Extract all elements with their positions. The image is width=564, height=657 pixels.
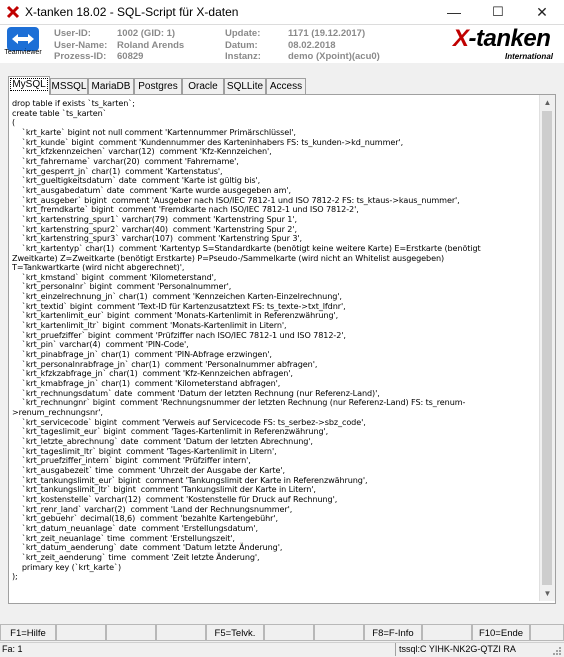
info-labels-left — [54, 28, 107, 63]
tab-mysql[interactable] — [8, 76, 50, 95]
f7-empty-button[interactable] — [314, 624, 364, 641]
logo-tanken: -tanken — [468, 25, 551, 52]
vertical-scrollbar[interactable] — [539, 95, 555, 601]
scroll-down-arrow-icon[interactable]: ▼ — [543, 589, 552, 598]
sql-script-panel — [8, 94, 556, 604]
user-name-label: User-Name: — [54, 39, 108, 51]
date-value: 08.02.2018 — [288, 39, 336, 51]
f9-empty-button[interactable] — [422, 624, 472, 641]
empty-button-strip — [0, 604, 564, 624]
close-button[interactable]: ✕ — [536, 4, 548, 20]
scroll-up-arrow-icon[interactable]: ▲ — [543, 98, 552, 107]
logo-subtitle: International — [504, 52, 553, 61]
teamviewer-label: Teamviewer — [4, 49, 42, 56]
f1-help-button[interactable]: F1=Hilfe — [0, 624, 56, 641]
title-bar — [0, 0, 564, 25]
tab-access[interactable]: Access — [266, 78, 306, 94]
tab-mysql-label: MySQL — [12, 79, 46, 90]
function-key-bar — [0, 624, 564, 642]
info-labels-right — [225, 28, 261, 63]
tab-postgres[interactable]: Postgres — [134, 78, 182, 94]
f11-empty-button[interactable] — [530, 624, 564, 641]
status-bar — [0, 642, 564, 657]
f5-telvk-button[interactable]: F5=Telvk. — [206, 624, 264, 641]
tab-mariadb[interactable]: MariaDB — [88, 78, 134, 94]
date-label: Datum: — [225, 39, 258, 51]
update-value: 1171 (19.12.2017) — [288, 28, 366, 39]
f2-empty-button[interactable] — [56, 624, 106, 641]
logo-x: X — [453, 25, 469, 52]
user-id-value: 1002 (GID: 1) — [117, 28, 176, 39]
update-label: Update: — [225, 28, 261, 39]
x-tanken-logo — [453, 27, 557, 63]
status-left: Fa: 1 — [2, 644, 23, 654]
f4-empty-button[interactable] — [156, 624, 206, 641]
process-id-value: 60829 — [117, 51, 144, 62]
user-id-label: User-ID: — [54, 28, 91, 39]
process-id-label: Prozess-ID: — [54, 51, 107, 62]
x-tanken-app-icon — [6, 5, 20, 19]
info-values-right — [288, 28, 380, 63]
minimize-button[interactable]: — — [447, 4, 461, 20]
sql-script-text[interactable]: drop table if exists `ts_karten`; create table `ts_karten` ( `krt_karte` bigint not null comment 'Kartennummer Primärschlüssel', `krt_kunde` bigint comment 'Kundennummer des Karteninhabers FS: ts_kunden->kd_nummer', `krt_kfzkennzeichen` varchar(12) comment 'Kfz-Kennzeichen', `krt_fahrername` varchar(20) comment 'Fahrername', `krt_gesperrt_jn` char(1) comment 'Kartenstatus', `krt_gueltigkeitsdatum` date comment 'Karte ist gültig bis', `krt_ausgabedatum` date comment 'Karte wurde ausgegeben am', `krt_ausgeber` bigint comment 'Ausgeber nach ISO/IEC 7812-1 und ISO 7812-2 FS: ts_ktaus->kaus_nummer', `krt_fremdkarte` bigint comment 'Fremdkarte nach ISO/IEC 7812-1 und ISO 7812-2', `krt_kartenstring_spur1` varchar(79) comment 'Kartenstring Spur 1', `krt_kartenstring_spur2` varchar(40) comment 'Kartenstring Spur 2', `krt_kartenstring_spur3` varchar(107) comment 'Kartenstring Spur 3', `krt_kartentyp` char(1) comment 'Kartentyp S=Standardkarte (benötigt keine weitere Karte) E=Erstkarte (benötigt Zweitkarte) Z=Zweitkarte (benötigt Erstkarte) P=Pseudo-/Sammelkarte (wird nicht an Whitelist ausgegeben) T=Tankwartkarte (wird nicht abgerechnet)', `krt_kmstand` bigint comment 'Kilometerstand', `krt_personalnr` bigint comment 'Personalnummer', `krt_einzelrechnung_jn` char(1) comment 'Kennzeichen Karten-Einzelrechnung', `krt_textid` bigint comment 'Text-ID für Kartenzusatztext FS: ts_texte->txt_lfdnr', `krt_kartenlimit_eur` bigint comment 'Monats-Kartenlimit in Referenzwährung', `krt_kartenlimit_ltr` bigint comment 'Monats-Kartenlimit in Litern', `krt_pruefziffer` bigint comment 'Prüfziffer nach ISO/IEC 7812-1 und ISO 7812-2', `krt_pin` varchar(4) comment 'PIN-Code', `krt_pinabfrage_jn` char(1) comment 'PIN-Abfrage erzwingen', `krt_personalnrabfrage_jn` char(1) comment 'Personalnummer abfragen', `krt_kfzkzabfrage_jn` char(1) comment 'Kfz-Kennzeichen abfragen', `krt_kmabfrage_jn` char(1) comment 'Kilometerstand abfragen', `krt_rechnungsdatum` date comment 'Datum der letzten Rechnung (nur Referenz-Land)', `krt_rechnungnr` bigint comment 'Rechnungsnummer der letzten Rechnung (nur Referenz-Land) FS: ts_renum- >renum_rechnungsnr', `krt_servicecode` bigint comment 'Verweis auf Servicecode FS: ts_serbez->sbz_code', `krt_tageslimit_eur` bigint comment 'Tages-Kartenlimit in Referenzwährung', `krt_letzte_abrechnung` date comment 'Datum der letzten Abrechnung', `krt_tageslimit_ltr` bigint comment 'Tages-Kartenlimit in Litern', `krt_pruefziffer_intern` bigint comment 'Prüfziffer intern', `krt_ausgabezeit` time comment 'Uhrzeit der Ausgabe der Karte', `krt_tankungslimit_eur` bigint comment 'Tankungslimit der Karte in Referenzwährung', `krt_tankungslimit_ltr` bigint comment 'Tankungslimit der Karte in Litern', `krt_kostenstelle` varchar(12) comment 'Kostenstelle für Druck auf Rechnung', `krt_renr_land` varchar(2) comment 'Land der Rechnungsnummer', `krt_gebuehr` decimal(18,6) comment 'bezahlte Kartengebühr', `krt_datum_neuanlage` date comment 'Erstellungsdatum', `krt_zeit_neuanlage` time comment 'Erstellungszeit', `krt_datum_aenderung` date comment 'Datum letzte Änderung', `krt_zeit_aenderung` time comment 'Zeit letzte Änderung', primary key (`krt_karte`) ); — [12, 99, 481, 582]
resize-grip-icon[interactable] — [552, 646, 562, 656]
scrollbar-thumb[interactable] — [542, 111, 552, 585]
maximize-button[interactable]: ☐ — [492, 4, 504, 19]
instance-value: demo (Xpoint)(acu0) — [288, 51, 380, 62]
info-values-left — [117, 28, 184, 63]
instance-label: Instanz: — [225, 51, 261, 62]
tab-mssql[interactable]: MSSQL — [50, 78, 88, 94]
tab-sqllite[interactable]: SQLLite — [224, 78, 266, 94]
tab-oracle[interactable]: Oracle — [182, 78, 224, 94]
f6-empty-button[interactable] — [264, 624, 314, 641]
user-name-value: Roland Arends — [117, 39, 185, 51]
f3-empty-button[interactable] — [106, 624, 156, 641]
f10-end-button[interactable]: F10=Ende — [472, 624, 530, 641]
window-title: X-tanken 18.02 - SQL-Script für X-daten — [25, 5, 239, 19]
status-license: tssql:C YIHK-NK2G-QTZI RA — [395, 643, 559, 656]
logo-wordmark — [453, 25, 550, 53]
f8-finfo-button[interactable]: F8=F-Info — [364, 624, 422, 641]
